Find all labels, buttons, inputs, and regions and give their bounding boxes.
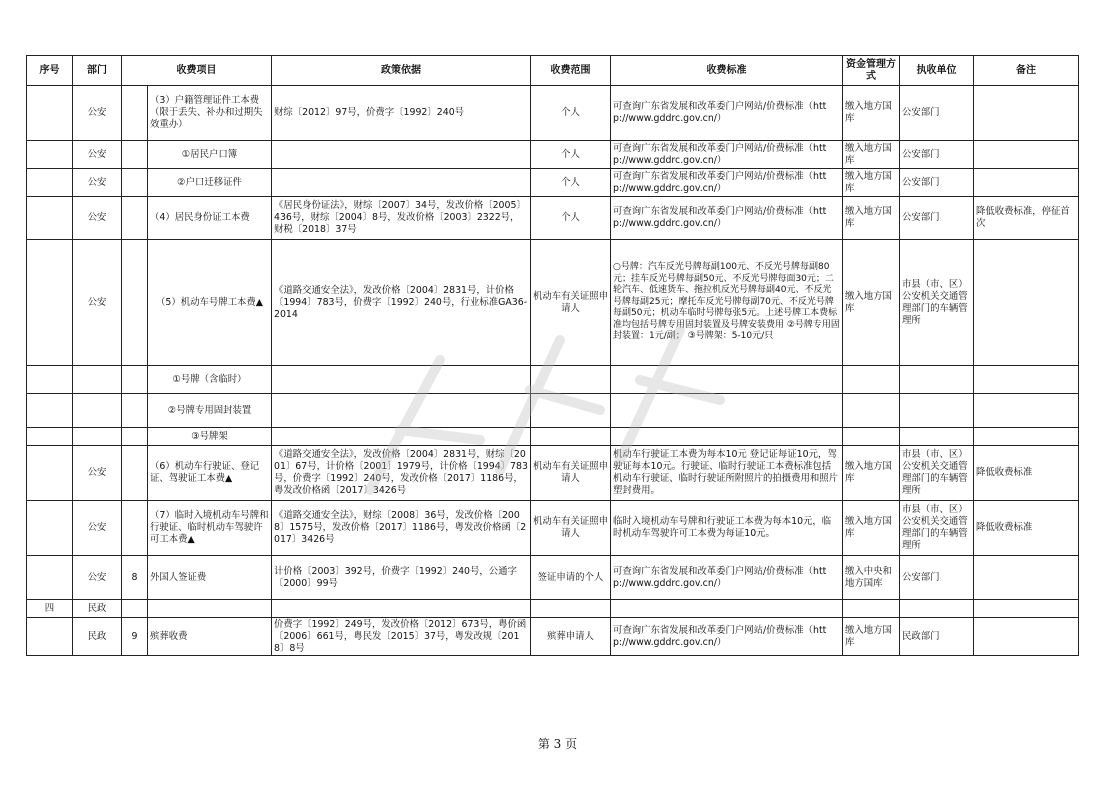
header-seq: 序号 <box>27 56 73 86</box>
cell-policy: 《道路交通安全法》，财综〔2008〕36号，发改价格〔2008〕1575号，发改价格〔2017〕1186号，粤发改价格函〔2017〕3426号 <box>272 501 531 556</box>
cell-seq <box>27 86 73 141</box>
cell-fund <box>843 366 900 394</box>
cell-no <box>122 169 148 197</box>
cell-policy: 《道路交通安全法》，发改价格〔2004〕2831号，计价格〔1994〕783号，价费字〔1992〕240号，行业标准GA36-2014 <box>272 240 531 366</box>
cell-fund: 缴入地方国库 <box>843 197 900 240</box>
cell-policy: 《道路交通安全法》，发改价格〔2004〕2831号，财综〔2001〕67号，计价格〔2001〕1979号，计价格〔1994〕783号，价费字〔1992〕240号，发改价格〔2017〕1186号，粤发改价格函〔2017〕3426号 <box>272 446 531 501</box>
cell-no <box>122 394 148 428</box>
cell-no <box>122 86 148 141</box>
cell-note <box>974 169 1079 197</box>
cell-item: ①居民户口簿 <box>148 141 272 169</box>
cell-item: 殡葬收费 <box>148 618 272 656</box>
cell-scope: 签证申请的个人 <box>531 556 611 600</box>
cell-dept: 民政 <box>73 618 122 656</box>
cell-standard: ○号牌：汽车反光号牌每副100元、不反光号牌每副80元；挂车反光号牌每副50元、不反光号牌每面30元；二轮汽车、低速货车、拖拉机反光号牌每副40元、不反光号牌每副25元；摩托车反光号牌每副70元、不反光号牌每副50元；机动车临时号牌每张5元。上述号牌工本费标准均包括号牌专用固封装置及号牌安装费用 ②号牌专用固封装置：1元/副； ③号牌架：5-10元/只 <box>611 240 843 366</box>
cell-item: （6）机动车行驶证、登记证、驾驶证工本费▲ <box>148 446 272 501</box>
table-row <box>27 169 1079 197</box>
cell-policy: 财综〔2012〕97号，价费字〔1992〕240号 <box>272 86 531 141</box>
cell-fund: 缴入地方国库 <box>843 501 900 556</box>
cell-unit: 公安部门 <box>900 141 974 169</box>
cell-scope: 个人 <box>531 86 611 141</box>
section-row <box>27 600 1079 618</box>
cell-seq <box>27 169 73 197</box>
cell-item: （7）临时入境机动车号牌和行驶证、临时机动车驾驶许可工本费▲ <box>148 501 272 556</box>
cell-note <box>974 141 1079 169</box>
cell-scope <box>531 366 611 394</box>
header-scope: 收费范围 <box>531 56 611 86</box>
table-row <box>27 618 1079 656</box>
cell-unit: 公安部门 <box>900 86 974 141</box>
section-seq: 四 <box>27 600 73 618</box>
cell-item: ③号牌架 <box>148 428 272 446</box>
cell-policy: 计价格〔2003〕392号，价费字〔1992〕240号，公通字〔2000〕99号 <box>272 556 531 600</box>
header-policy: 政策依据 <box>272 56 531 86</box>
cell-fund: 缴入地方国库 <box>843 618 900 656</box>
cell-dept: 公安 <box>73 240 122 366</box>
cell-policy <box>272 366 531 394</box>
cell-scope: 个人 <box>531 197 611 240</box>
table-row <box>27 366 1079 394</box>
cell-policy <box>272 428 531 446</box>
cell-note <box>974 428 1079 446</box>
cell-note <box>974 240 1079 366</box>
cell-fund <box>843 428 900 446</box>
cell-note <box>974 394 1079 428</box>
table-row <box>27 428 1079 446</box>
cell-scope <box>531 394 611 428</box>
cell-no: 9 <box>122 618 148 656</box>
table-row <box>27 556 1079 600</box>
cell-standard: 可查询广东省发展和改革委门户网站/价费标准（http://www.gddrc.gov.cn/） <box>611 169 843 197</box>
cell-fund: 缴入地方国库 <box>843 240 900 366</box>
cell-unit <box>900 366 974 394</box>
cell-note: 降低收费标准 <box>974 501 1079 556</box>
cell-scope: 机动车有关证照申请人 <box>531 240 611 366</box>
cell-unit <box>900 428 974 446</box>
cell-dept <box>73 394 122 428</box>
cell-note <box>974 556 1079 600</box>
cell-standard <box>611 366 843 394</box>
cell-seq <box>27 618 73 656</box>
cell-standard: 临时入境机动车号牌和行驶证工本费为每本10元，临时机动车驾驶许可工本费为每证10元。 <box>611 501 843 556</box>
cell-seq <box>27 446 73 501</box>
cell-standard <box>611 394 843 428</box>
cell-fund <box>843 394 900 428</box>
cell-item: ②户口迁移证件 <box>148 169 272 197</box>
cell-standard <box>611 428 843 446</box>
cell-unit: 公安部门 <box>900 169 974 197</box>
cell-dept: 公安 <box>73 86 122 141</box>
cell-unit: 市县（市、区）公安机关交通管理部门的车辆管理所 <box>900 501 974 556</box>
cell-standard: 可查询广东省发展和改革委门户网站/价费标准（http://www.gddrc.gov.cn/） <box>611 86 843 141</box>
cell-unit: 市县（市、区）公安机关交通管理部门的车辆管理所 <box>900 240 974 366</box>
cell-standard: 可查询广东省发展和改革委门户网站/价费标准（http://www.gddrc.gov.cn/） <box>611 618 843 656</box>
fee-table <box>26 55 1079 656</box>
page-number: 第 3 页 <box>537 737 578 751</box>
cell-fund: 缴入地方国库 <box>843 446 900 501</box>
cell-unit: 市县（市、区）公安机关交通管理部门的车辆管理所 <box>900 446 974 501</box>
table-row <box>27 501 1079 556</box>
cell-fund: 缴入地方国库 <box>843 169 900 197</box>
cell-item: 外国人签证费 <box>148 556 272 600</box>
table-row <box>27 394 1079 428</box>
cell-dept: 公安 <box>73 141 122 169</box>
cell-no <box>122 240 148 366</box>
header-unit: 执收单位 <box>900 56 974 86</box>
cell-fund: 缴入地方国库 <box>843 86 900 141</box>
cell-no <box>122 366 148 394</box>
cell-seq <box>27 240 73 366</box>
cell-note: 降低收费标准，停征首次 <box>974 197 1079 240</box>
cell-scope: 个人 <box>531 169 611 197</box>
cell-policy <box>272 394 531 428</box>
table-row <box>27 86 1079 141</box>
cell-unit <box>900 394 974 428</box>
cell-fund: 缴入中央和地方国库 <box>843 556 900 600</box>
cell-item: ②号牌专用固封装置 <box>148 394 272 428</box>
cell-standard: 可查询广东省发展和改革委门户网站/价费标准（http://www.gddrc.gov.cn/） <box>611 141 843 169</box>
cell-unit: 民政部门 <box>900 618 974 656</box>
cell-no <box>122 501 148 556</box>
cell-dept <box>73 428 122 446</box>
cell-scope <box>531 428 611 446</box>
cell-item: （4）居民身份证工本费 <box>148 197 272 240</box>
cell-seq <box>27 501 73 556</box>
cell-no: 8 <box>122 556 148 600</box>
table-row <box>27 197 1079 240</box>
section-dept: 民政 <box>73 600 122 618</box>
cell-no <box>122 141 148 169</box>
cell-seq <box>27 556 73 600</box>
cell-note <box>974 618 1079 656</box>
cell-fund: 缴入地方国库 <box>843 141 900 169</box>
table-row <box>27 446 1079 501</box>
cell-unit: 公安部门 <box>900 556 974 600</box>
cell-item: ①号牌（含临时） <box>148 366 272 394</box>
cell-seq <box>27 197 73 240</box>
cell-seq <box>27 394 73 428</box>
cell-scope: 殡葬申请人 <box>531 618 611 656</box>
header-dept: 部门 <box>73 56 122 86</box>
table-row <box>27 240 1079 366</box>
cell-item: （5）机动车号牌工本费▲ <box>148 240 272 366</box>
table-row <box>27 141 1079 169</box>
cell-note <box>974 86 1079 141</box>
cell-seq <box>27 141 73 169</box>
header-row <box>27 56 1079 86</box>
cell-standard: 可查询广东省发展和改革委门户网站/价费标准（http://www.gddrc.gov.cn/） <box>611 556 843 600</box>
cell-dept: 公安 <box>73 197 122 240</box>
header-standard: 收费标准 <box>611 56 843 86</box>
cell-policy: 《居民身份证法》，财综〔2007〕34号，发改价格〔2005〕436号，财综〔2004〕8号，发改价格〔2003〕2322号，财税〔2018〕37号 <box>272 197 531 240</box>
cell-item: （3）户籍管理证件工本费（限于丢失、补办和过期失效重办） <box>148 86 272 141</box>
cell-dept <box>73 366 122 394</box>
cell-scope: 机动车有关证照申请人 <box>531 501 611 556</box>
cell-scope: 个人 <box>531 141 611 169</box>
cell-standard: 机动车行驶证工本费为每本10元 登记证每证10元，驾驶证每本10元。行驶证、临时行驶证工本费标准包括机动车行驶证、临时行驶证所附照片的拍摄费用和照片塑封费用。 <box>611 446 843 501</box>
cell-no <box>122 197 148 240</box>
cell-standard: 可查询广东省发展和改革委门户网站/价费标准（http://www.gddrc.gov.cn/） <box>611 197 843 240</box>
cell-seq <box>27 366 73 394</box>
cell-note: 降低收费标准 <box>974 446 1079 501</box>
cell-scope: 机动车有关证照申请人 <box>531 446 611 501</box>
cell-policy <box>272 141 531 169</box>
cell-note <box>974 366 1079 394</box>
cell-no <box>122 428 148 446</box>
cell-dept: 公安 <box>73 556 122 600</box>
cell-unit: 公安部门 <box>900 197 974 240</box>
cell-policy <box>272 169 531 197</box>
header-item: 收费项目 <box>122 56 272 86</box>
cell-no <box>122 446 148 501</box>
cell-policy: 价费字〔1992〕249号，发改价格〔2012〕673号，粤价函〔2006〕661号，粤民发〔2015〕37号，粤发改规〔2018〕8号 <box>272 618 531 656</box>
header-fund: 资金管理方式 <box>843 56 900 86</box>
header-note: 备注 <box>974 56 1079 86</box>
cell-dept: 公安 <box>73 169 122 197</box>
cell-dept: 公安 <box>73 501 122 556</box>
cell-seq <box>27 428 73 446</box>
cell-dept: 公安 <box>73 446 122 501</box>
